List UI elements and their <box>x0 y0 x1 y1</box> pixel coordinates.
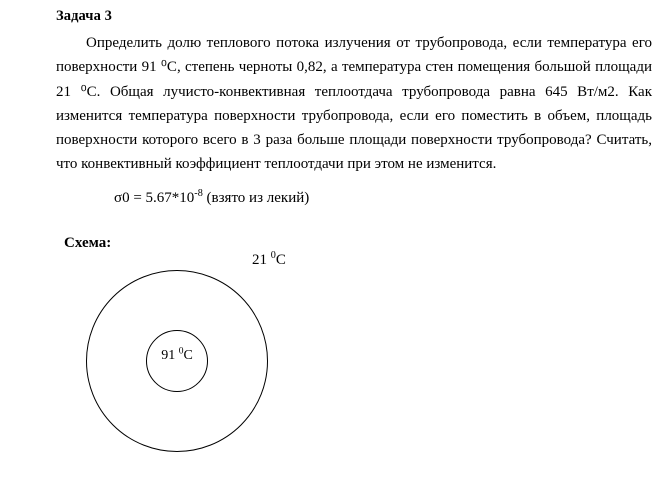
outer-temperature-label <box>252 249 286 269</box>
page-title: Задача 3 <box>56 8 113 24</box>
pipe-diagram <box>56 249 656 465</box>
problem-statement: Определить долю теплового потока излучения от трубопровода, если температура его поверхности 91 ⁰С, степень черноты 0,82, а температура стен помещения большой площади 21 ⁰С. Общая лучисто-конвективная теплоотдача трубопровода равна 645 Вт/м2. Как изменится температура поверхности трубопровода, если его поместить в объем, площадь поверхности которого всего в 3 раза больше площади поверхности трубопровода? Считать, что конвективный коэффициент теплоотдачи при этом не изменится. <box>56 35 652 173</box>
formula-base: σ0 = 5.67*10 <box>114 189 195 206</box>
outer-temperature-unit: С <box>275 251 286 268</box>
formula-note: (взято из лекий) <box>202 189 310 206</box>
constant-formula <box>56 187 652 207</box>
inner-temperature-label <box>146 348 208 364</box>
inner-temperature-unit: С <box>183 347 193 363</box>
inner-temperature-value: 91 <box>161 347 179 363</box>
outer-temperature-value: 21 <box>252 251 271 268</box>
outer-temperature-degree: 0 <box>270 249 276 261</box>
inner-temperature-degree: 0 <box>178 346 184 357</box>
formula-exponent: -8 <box>194 187 203 199</box>
scheme-heading: Схема: <box>64 234 112 251</box>
